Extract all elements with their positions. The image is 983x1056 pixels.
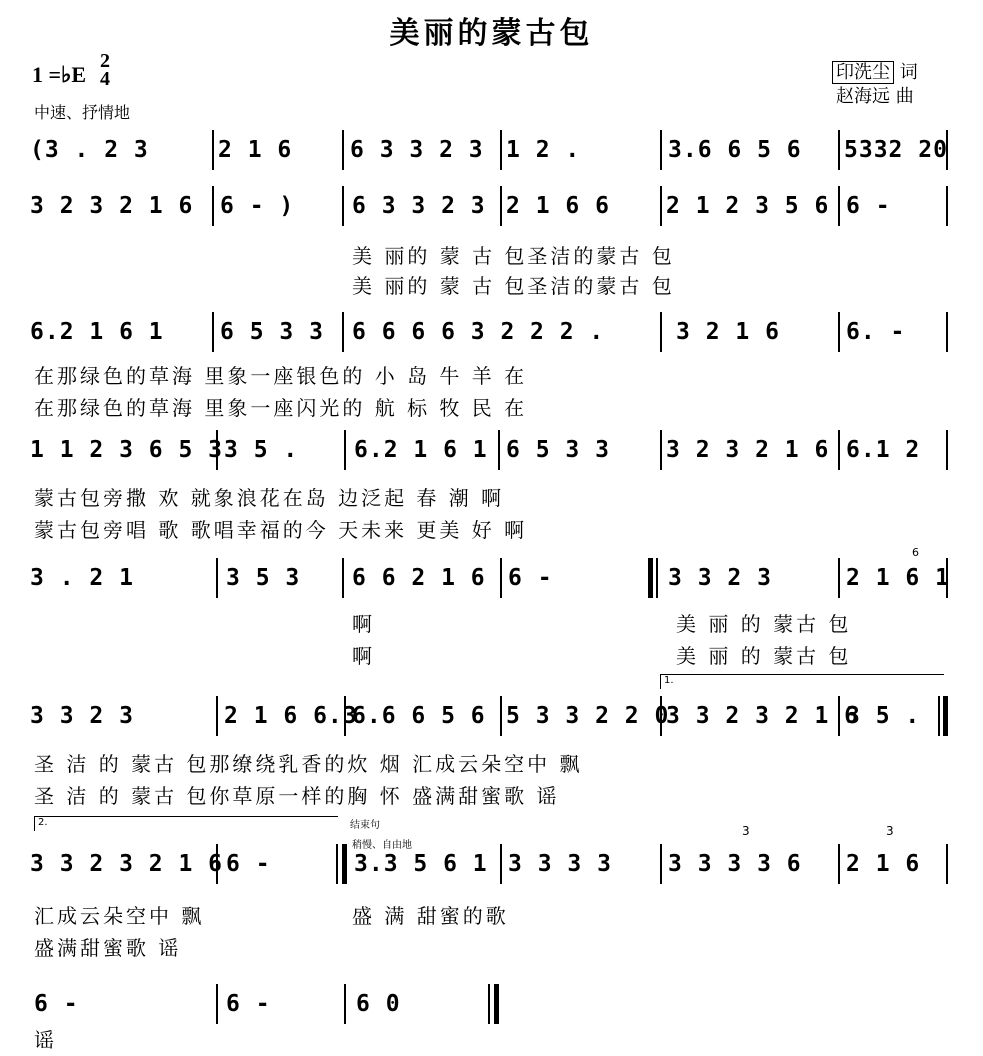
barline <box>216 696 218 736</box>
barline <box>660 186 662 226</box>
measure: 6 5 3 3 <box>220 319 324 345</box>
final-barline <box>488 984 490 1024</box>
measure: 6 5 3 3 <box>506 437 610 463</box>
lyric-line: 谣 <box>34 1028 57 1052</box>
measure: 1 2 . <box>506 137 581 163</box>
measure: 3 5 . <box>224 437 299 463</box>
measure: 6 6 6 6 3 2 <box>352 319 516 345</box>
repeat-end-barline <box>943 696 948 736</box>
barline <box>946 186 948 226</box>
staff-row-7 <box>0 834 983 894</box>
measure: 6 - <box>34 991 79 1017</box>
staff-row-2 <box>0 176 983 236</box>
barline <box>660 696 662 736</box>
barline <box>660 130 662 170</box>
lyric-line: 啊 <box>352 612 375 636</box>
staff-row-6 <box>0 686 983 746</box>
barline <box>342 130 344 170</box>
measure: 3 3 3 3 6 <box>668 851 802 877</box>
barline <box>500 844 502 884</box>
lyric-line: 美 丽 的 蒙古 包 <box>676 612 852 636</box>
repeat-end-barline <box>938 696 940 736</box>
measure: 2 1 6 6.3 <box>224 703 358 729</box>
second-ending-label: 2. <box>38 817 48 828</box>
time-signature <box>100 52 110 88</box>
measure: 6 3 3 2 3 <box>352 193 486 219</box>
song-title: 美丽的蒙古包 <box>389 16 594 51</box>
measure: 2 1 6 <box>218 137 293 163</box>
lyric-line: 圣 洁 的 蒙古 包那缭绕乳香的炊 烟 汇成云朵空中 飘 <box>34 752 583 776</box>
measure: 3 2 3 2 1 6 <box>666 437 830 463</box>
coda-tempo: 稍慢、自由地 <box>352 840 412 851</box>
measure: 1 1 2 3 6 5 3 <box>30 437 224 463</box>
barline <box>216 558 218 598</box>
final-barline <box>494 984 499 1024</box>
time-signature-top: 2 <box>100 50 110 72</box>
barline <box>336 844 338 884</box>
barline <box>946 312 948 352</box>
lyricist-credit <box>832 58 918 84</box>
lyricist-name: 印洗尘 <box>832 61 894 84</box>
barline <box>838 130 840 170</box>
staff-row-5 <box>0 548 983 608</box>
staff-row-4 <box>0 420 983 480</box>
barline <box>500 696 502 736</box>
measure: 6 - <box>226 851 271 877</box>
measure: 6. - <box>846 319 906 345</box>
lyric-line: 啊 <box>352 644 375 668</box>
measure: 3 3 2 3 2 1 6 <box>666 703 860 729</box>
barline <box>212 186 214 226</box>
barline <box>344 430 346 470</box>
barline <box>216 430 218 470</box>
measure: 6 6 2 1 6 <box>352 565 486 591</box>
measure: 6 3 3 2 3 <box>350 137 484 163</box>
barline <box>946 430 948 470</box>
barline <box>838 844 840 884</box>
measure: 3 5 3 <box>226 565 301 591</box>
lyric-line: 在那绿色的草海 里象一座银色的 小 岛 牛 羊 在 <box>34 364 528 388</box>
measure: 3 3 3 3 <box>508 851 612 877</box>
key-signature: 1 =♭E <box>32 62 87 87</box>
barline <box>946 844 948 884</box>
measure: 6 - <box>226 991 271 1017</box>
composer-name: 赵海远 <box>836 86 890 107</box>
barline <box>216 844 218 884</box>
barline <box>656 558 658 598</box>
grace-note: 6 <box>912 546 919 559</box>
staff-row-1 <box>0 120 983 180</box>
measure: 6.2 1 6 1 <box>30 319 164 345</box>
measure: 6 0 <box>356 991 401 1017</box>
barline <box>344 696 346 736</box>
measure: 3 3 2 3 <box>30 703 134 729</box>
measure: 2 1 6 6 <box>506 193 610 219</box>
triplet-mark: 3 <box>886 824 894 838</box>
barline <box>212 130 214 170</box>
barline <box>946 130 948 170</box>
staff-row-3 <box>0 302 983 362</box>
barline <box>838 186 840 226</box>
measure: 3.3 5 6 1 <box>354 851 488 877</box>
barline <box>660 430 662 470</box>
lyric-line: 美 丽 的 蒙古 包 <box>676 644 852 668</box>
lyric-line: 在那绿色的草海 里象一座闪光的 航 标 牧 民 在 <box>34 396 528 420</box>
repeat-start-barline <box>648 558 653 598</box>
measure: 6 - <box>846 193 891 219</box>
measure: 6 - <box>508 565 553 591</box>
barline <box>946 558 948 598</box>
barline <box>344 984 346 1024</box>
barline <box>216 984 218 1024</box>
barline <box>838 430 840 470</box>
barline <box>838 696 840 736</box>
second-ending-bracket <box>34 816 338 831</box>
barline <box>660 312 662 352</box>
measure: 6.1 2 <box>846 437 921 463</box>
lyric-line: 蒙古包旁唱 歌 歌唱幸福的今 天未来 更美 好 啊 <box>34 518 528 542</box>
measure: 3 5 . <box>846 703 921 729</box>
measure: 3.6 6 5 6 <box>668 137 802 163</box>
barline <box>500 130 502 170</box>
lyric-line: 盛满甜蜜歌 谣 <box>34 936 182 960</box>
measure: (3 . 2 3 <box>30 137 149 163</box>
lyric-line: 盛 满 甜蜜的歌 <box>352 904 509 928</box>
coda-barline <box>342 844 347 884</box>
measure: 6.6 6 5 6 <box>352 703 486 729</box>
staff-row-8 <box>0 974 983 1034</box>
barline <box>498 430 500 470</box>
measure: 6 - ) <box>220 193 295 219</box>
barline <box>342 558 344 598</box>
composer-role: 曲 <box>895 86 914 107</box>
measure: 3 3 2 3 2 1 6 <box>30 851 224 877</box>
lyric-line: 圣 洁 的 蒙古 包你草原一样的胸 怀 盛满甜蜜歌 谣 <box>34 784 560 808</box>
composer-credit <box>836 82 914 108</box>
lyric-line: 蒙古包旁撒 欢 就象浪花在岛 边泛起 春 潮 啊 <box>34 486 505 510</box>
measure: 5 3 3 2 2 0 <box>506 703 670 729</box>
measure: 2 1 2 3 5 6 <box>666 193 830 219</box>
measure: 2 1 6 1 <box>846 565 950 591</box>
barline <box>660 844 662 884</box>
barline <box>838 558 840 598</box>
measure: 3 2 1 6 <box>676 319 780 345</box>
barline <box>342 186 344 226</box>
lyric-line: 美 丽的 蒙 古 包圣洁的蒙古 包 <box>352 244 675 268</box>
first-ending-label: 1. <box>664 675 674 686</box>
barline <box>500 186 502 226</box>
barline <box>500 558 502 598</box>
barline <box>838 312 840 352</box>
measure: 6.2 1 6 1 <box>354 437 488 463</box>
time-signature-bottom: 4 <box>100 68 110 90</box>
triplet-mark: 3 <box>742 824 750 838</box>
lyric-line: 美 丽的 蒙 古 包圣洁的蒙古 包 <box>352 274 675 298</box>
barline <box>212 312 214 352</box>
measure: 3 2 3 2 1 6 <box>30 193 194 219</box>
lyric-line: 汇成云朵空中 飘 <box>34 904 205 928</box>
measure: 3 3 2 3 <box>668 565 772 591</box>
measure: 2 1 6 <box>846 851 921 877</box>
coda-label: 结束句 <box>350 820 380 831</box>
measure: 2 2 . <box>530 319 605 345</box>
tempo-marking: 中速、抒情地 <box>34 103 131 122</box>
lyricist-role: 词 <box>899 62 918 83</box>
measure: 3 . 2 1 <box>30 565 134 591</box>
measure: 5332 20 <box>844 137 948 163</box>
barline <box>342 312 344 352</box>
